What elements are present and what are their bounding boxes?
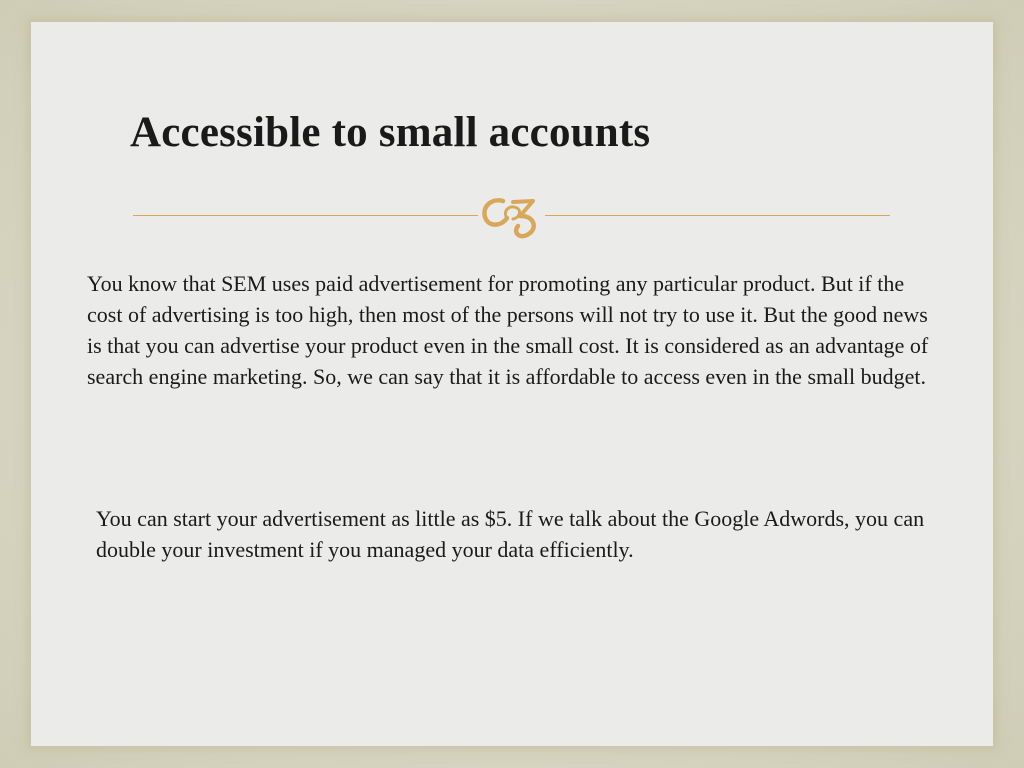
title-divider-right [545, 215, 890, 216]
swash-ornament-icon [476, 192, 548, 240]
body-paragraph: You know that SEM uses paid advertisement for promoting any particular product. But if the cost of advertising is too high, then most of the persons will not try to use it. But the good news is that you can advertise your product even in the small cost. It is considered as an advantage of search engine marketing. So, we can say that it is affordable to access even in the small budget. [87, 271, 929, 389]
title-divider-left [133, 215, 478, 216]
body-paragraph: You can start your advertisement as little as $5. If we talk about the Google Adwords, you can double your investment if you managed your data efficiently. [96, 506, 925, 562]
slide-title: Accessible to small accounts [130, 109, 651, 156]
